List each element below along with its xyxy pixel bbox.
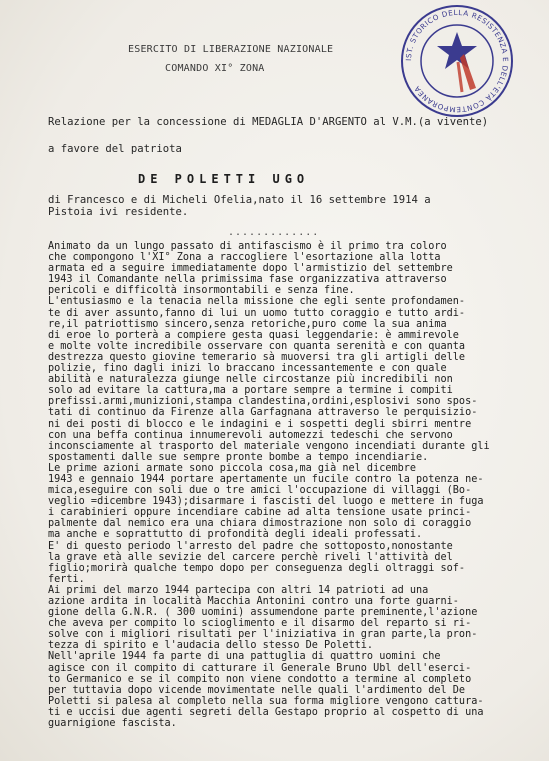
header-command: COMANDO XI° ZONA <box>165 63 265 74</box>
body-line: ma anche e soprattutto di profondità degli ideali professati. <box>48 529 423 541</box>
body-line: per tuttavia dopo vicende movimentate nelle quali l'ardimento del De <box>48 684 466 696</box>
body-line: ni dei posti di blocco e le indagini e i sospetti degli sbirri mentre <box>48 418 472 430</box>
body-line: 1943 il Comandante nella primissima fase organizzativa attraverso <box>48 274 447 286</box>
body-line: la grave età alle sevizie del carcere perchè riveli l'attività del <box>48 551 453 563</box>
separator: ............. <box>228 227 320 238</box>
report-body <box>48 241 538 729</box>
body-line: te di aver assunto,fanno di lui un uomo tutto coraggio e tutto ardi- <box>48 307 466 319</box>
body-line: di eroe lo porterà a compiere gesta quasi leggendarie: è ammirevole <box>48 329 459 341</box>
svg-text:IST. STORICO DELLA RESISTENZA: IST. STORICO DELLA RESISTENZA E DELL'ETÀ CONTEMPORANEA <box>403 7 511 115</box>
body-line: spostamenti dalle sue sempre pronte bombe a tempo incendiarie. <box>48 451 429 463</box>
body-line: azione ardita in località Macchia Antonini contro una forte guarni- <box>48 596 459 607</box>
subject-line-1: di Francesco e di Micheli Ofelia,nato il 16 settembre 1914 a <box>48 194 431 206</box>
body-line: i carabinieri oppure incendiare cabine ad alta tensione usate princi- <box>48 507 472 519</box>
body-line: inconsciamente al trasporto del materiale vengono incendiati durante gli <box>48 440 490 452</box>
body-line: Le prime azioni armate sono piccola cosa,ma già nel dicembre <box>48 462 417 474</box>
body-line: mica,eseguire con soli due o tre amici l'occupazione di villaggi (Bo- <box>48 485 472 497</box>
body-line: veglio =dicembre 1943);disarmare i fascisti del luogo e mettere in fuga <box>48 496 484 508</box>
body-line: Ai primi del marzo 1944 partecipa con altri 14 patrioti ad una <box>48 584 429 596</box>
patriot-name: DE POLETTI UGO <box>138 172 310 186</box>
intro-line-1: Relazione per la concessione di MEDAGLIA D'ARGENTO al V.M.(a vivente) <box>48 116 489 128</box>
archive-stamp <box>398 2 516 120</box>
body-line: pericoli e difficoltà insormontabili e senza fine. <box>48 285 355 297</box>
body-line: destrezza questo giovine temerario sà muoversi tra gli artigli delle <box>48 351 466 363</box>
body-line: re,il patriottismo sincero,senza retoriche,puro come la sua anima <box>48 318 447 330</box>
body-line: Nell'aprile 1944 fa parte di una pattuglia di quattro uomini che <box>48 651 441 663</box>
body-line: figlio;morirà qualche tempo dopo per conseguenza degli oltraggi sof- <box>48 562 466 574</box>
header-unit: ESERCITO DI LIBERAZIONE NAZIONALE <box>128 44 334 55</box>
body-line: con una beffa continua innumerevoli automezzi tedeschi che servono <box>48 429 453 441</box>
body-line: to Germanico e se il compito non viene condotto a termine al completo <box>48 673 472 685</box>
body-line: tati di continuo da Firenze alla Garfagnana attraverso le perquisizio- <box>48 407 478 419</box>
body-line: guarnigione fascista. <box>48 718 177 730</box>
body-line: L'entusiasmo e la tenacia nella missione che egli sente profondamen- <box>48 296 466 308</box>
subject-line-2: Pistoia ivi residente. <box>48 206 189 218</box>
body-line: Animato da un lungo passato di antifascismo è il primo tra coloro <box>48 241 447 252</box>
intro-line-2: a favore del patriota <box>48 143 182 155</box>
body-line: e molte volte incredibile osservare con quanta serenità e con quanta <box>48 340 466 352</box>
body-line: palmente dal nemico era una chiara dimostrazione non solo di coraggio <box>48 518 472 530</box>
body-line: abilità e naturalezza giunge nelle circostanze più incredibili non <box>48 374 453 386</box>
body-line: che aveva per compito lo scioglimento e il disarmo del reparto si ri- <box>48 618 472 630</box>
body-line: tezza di spirito e l'audacia dello stesso De Poletti. <box>48 640 374 652</box>
body-line: agisce con il compito di catturare il Generale Bruno Ubl dell'eserci- <box>48 662 472 674</box>
body-line: 1943 e gennaio 1944 portare apertamente un fucile contro la potenza ne- <box>48 473 484 485</box>
body-line: che compongono l'XI° Zona a raccogliere l'esortazione alla lotta <box>48 252 441 264</box>
body-line: solo ad evitare la cattura,ma a portare sempre a termine i compiti <box>48 385 453 397</box>
body-line: Poletti si palesa al completo nella sua forma migliore vengono cattura- <box>48 695 484 707</box>
body-line: polizie, fino dagli inizi lo braccano incessantemente e con quale <box>48 363 447 375</box>
body-line: prefissi.armi,munizioni,stampa clandestina,ordini,esplosivi sono spos- <box>48 396 478 408</box>
body-line: ferti. <box>48 573 85 585</box>
body-line: solve con i migliori risultati per l'iniziativa in gran parte,la pron- <box>48 629 478 641</box>
body-line: ti e uccisi due agenti segreti della Gestapo proprio al cospetto di una <box>48 706 484 718</box>
body-line: gione della G.N.R. ( 300 uomini) assumendone parte preminente,l'azione <box>48 607 478 619</box>
body-line: armata ed a seguire immediatamente dopo l'armistizio del settembre <box>48 263 453 275</box>
body-line: E' di questo periodo l'arresto del padre che sottoposto,nonostante <box>48 540 453 552</box>
